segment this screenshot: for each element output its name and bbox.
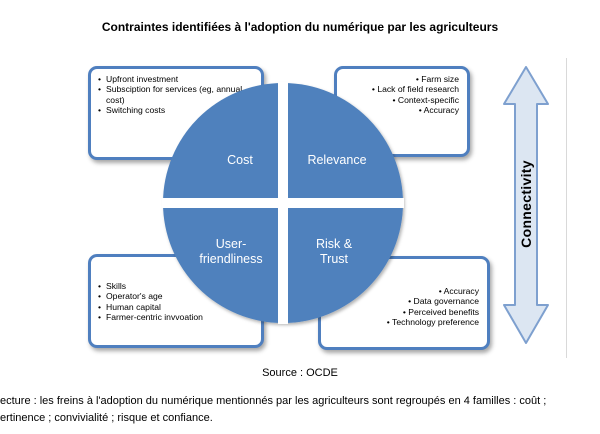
cost-item: • Switching costs (97, 105, 255, 115)
user-friendliness-item: • Farmer-centric invvoation (97, 312, 255, 322)
divider-line (566, 58, 567, 358)
quadrant-label-user-friendliness: User- friendliness (199, 237, 263, 266)
relevance-item: • Lack of field research (371, 84, 459, 95)
quadrant-label-cost: Cost (227, 153, 253, 167)
caption-text: ecture : les freins à l'adoption du numérique mentionnés par les agriculteurs sont regroupés en 4 familles : coût ; ertinence ; convivialité ; risque et confiance. (0, 395, 547, 424)
risk-trust-item: • Technology preference (386, 316, 479, 327)
risk-trust-item: • Perceived benefits (402, 306, 479, 317)
relevance-item: • Accuracy (418, 104, 459, 115)
quadrant-label-risk-trust: Risk & Trust (315, 237, 353, 266)
connectivity-label: Connectivity (518, 160, 534, 248)
diagram-title: Contraintes identifiées à l'adoption du numérique par les agriculteurs (101, 20, 499, 34)
risk-trust-item: • Data governance (408, 296, 479, 307)
quadrant-label-relevance: Relevance (307, 153, 367, 167)
cost-item: • Upfront investment (97, 74, 255, 84)
cost-item: • Subsciption for services (eg, annual cost) (97, 84, 255, 105)
relevance-item: • Context-specific (392, 94, 459, 105)
user-friendliness-item: • Skills (97, 281, 255, 291)
user-friendliness-item: • Human capital (97, 302, 255, 312)
source-note: Source : OCDE (262, 367, 338, 379)
risk-trust-item: • Accuracy (438, 286, 479, 296)
user-friendliness-item: • Operator's age (97, 291, 255, 301)
relevance-item: • Farm size (415, 74, 459, 84)
